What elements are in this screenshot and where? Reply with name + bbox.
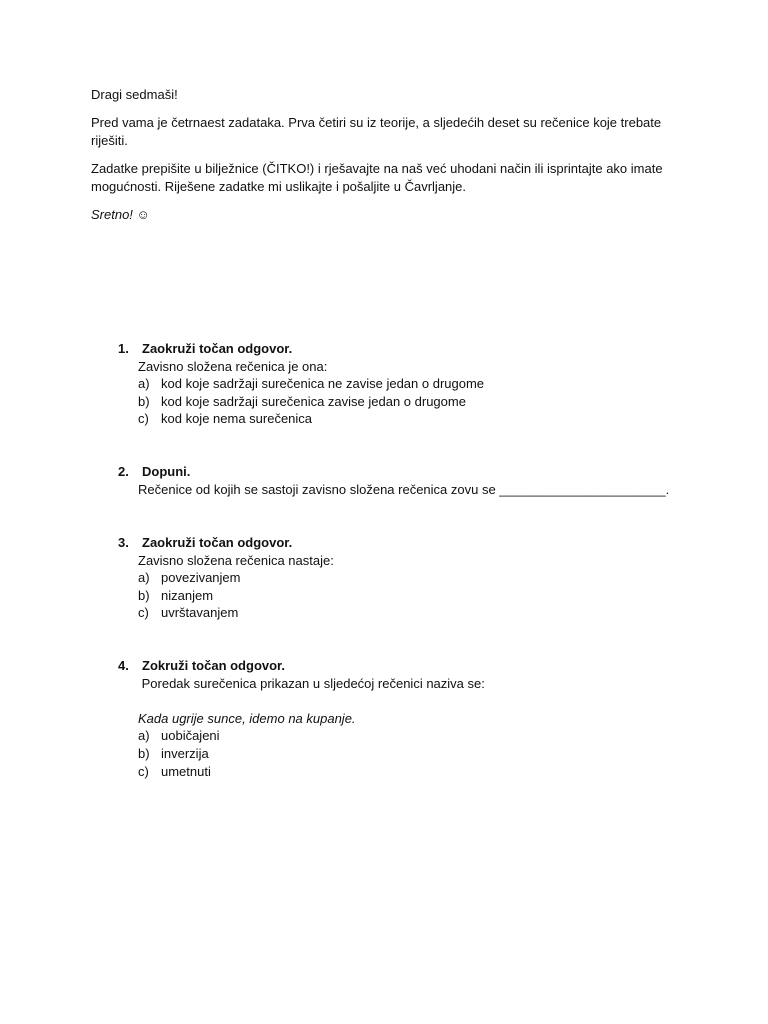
option-text: kod koje sadržaji surečenica ne zavise jedan o drugome [161,376,485,392]
spacer [138,692,678,710]
example-sentence: Kada ugrije sunce, idemo na kupanje. [138,710,356,726]
option-letter: b) [138,587,150,603]
task-number: 1. [118,341,129,356]
task-question: Rečenice od kojih se sastoji zavisno složena rečenica zovu se _______________________. [138,481,670,497]
task-question: Zavisno složena rečenica je ona: [138,358,328,374]
intro-paragraph-2: Zadatke prepišite u bilježnice (ČITKO!) i rješavajte na naš već uhodani način ili isprintajte ako imate mogućnosti. Riješene zadatke mi uslikajte i pošaljite u Čavrljanje. [91,161,663,194]
option-letter: c) [138,605,149,621]
intro-section [91,86,691,224]
option-letter: b) [138,745,150,761]
task-heading [118,463,678,481]
task-heading [118,534,678,552]
task-3 [118,534,678,622]
option-letter: a) [138,376,150,392]
task-heading [118,340,678,358]
option-text: uvrštavanjem [161,605,239,621]
option-text: nizanjem [161,587,214,603]
closing-text: Sretno! [91,207,133,222]
option-a [138,727,678,745]
task-number: 2. [118,464,129,479]
closing-line [91,206,691,224]
smiley-icon: ☺ [136,207,150,222]
option-c [138,410,678,428]
task-body [118,481,678,499]
option-text: inverzija [161,745,209,761]
task-body [118,675,678,781]
greeting: Dragi sedmaši! [91,87,178,102]
task-2 [118,463,678,498]
task-body [118,358,678,428]
option-letter: a) [138,570,150,586]
option-b [138,587,678,605]
task-1 [118,340,678,428]
task-body [118,552,678,622]
task-number: 4. [118,658,129,673]
option-c [138,604,678,622]
task-question: Zavisno složena rečenica nastaje: [138,552,334,568]
option-text: kod koje nema surečenica [161,411,313,427]
option-text: umetnuti [161,763,211,779]
option-letter: b) [138,393,150,409]
task-title: Zaokruži točan odgovor. [142,341,293,356]
option-b [138,393,678,411]
task-title: Zokruži točan odgovor. [142,658,286,673]
option-letter: c) [138,763,149,779]
option-text: uobičajeni [161,728,220,744]
document-page [91,86,691,224]
task-number: 3. [118,535,129,550]
intro-paragraph-1: Pred vama je četrnaest zadataka. Prva četiri su iz teorije, a sljedećih deset su rečenice koje trebate riješiti. [91,115,662,148]
option-a [138,569,678,587]
option-a [138,375,678,393]
task-heading [118,657,678,675]
option-letter: a) [138,728,150,744]
option-b [138,745,678,763]
option-c [138,763,678,781]
task-title: Dopuni. [142,464,191,479]
task-title: Zaokruži točan odgovor. [142,535,293,550]
option-text: kod koje sadržaji surečenica zavise jedan o drugome [161,393,466,409]
option-text: povezivanjem [161,570,241,586]
task-4 [118,657,678,780]
option-letter: c) [138,411,149,427]
task-question: Poredak surečenica prikazan u sljedećoj rečenici naziva se: [138,675,485,691]
